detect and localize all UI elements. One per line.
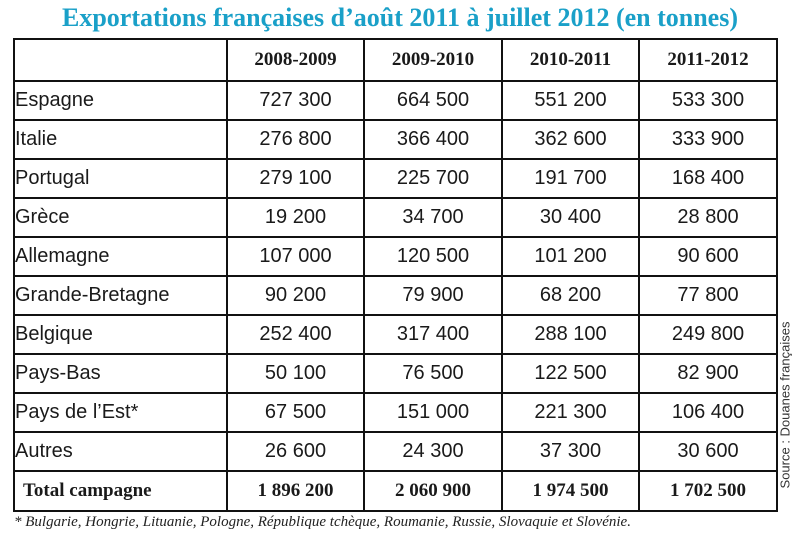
table-row xyxy=(14,432,777,471)
cell-value: 34 700 xyxy=(364,198,502,237)
total-value: 1 974 500 xyxy=(502,471,639,511)
table-row xyxy=(14,159,777,198)
cell-value: 276 800 xyxy=(227,120,364,159)
cell-value: 26 600 xyxy=(227,432,364,471)
row-label: Pays de l’Est* xyxy=(14,393,227,432)
cell-value: 37 300 xyxy=(502,432,639,471)
source-text: Source : Douanes françaises xyxy=(777,321,793,489)
cell-value: 533 300 xyxy=(639,81,777,120)
header-2011-2012: 2011-2012 xyxy=(639,39,777,81)
table-row xyxy=(14,276,777,315)
cell-value: 317 400 xyxy=(364,315,502,354)
total-value: 1 896 200 xyxy=(227,471,364,511)
header-row xyxy=(14,39,777,81)
cell-value: 366 400 xyxy=(364,120,502,159)
row-label: Belgique xyxy=(14,315,227,354)
header-2009-2010: 2009-2010 xyxy=(364,39,502,81)
cell-value: 101 200 xyxy=(502,237,639,276)
exports-table xyxy=(13,38,778,512)
total-row xyxy=(14,471,777,511)
cell-value: 30 600 xyxy=(639,432,777,471)
cell-value: 28 800 xyxy=(639,198,777,237)
footnote: * Bulgarie, Hongrie, Lituanie, Pologne, République tchèque, Roumanie, Russie, Slovaquie et Slovénie. xyxy=(14,514,631,530)
cell-value: 225 700 xyxy=(364,159,502,198)
cell-value: 19 200 xyxy=(227,198,364,237)
table-row xyxy=(14,81,777,120)
cell-value: 551 200 xyxy=(502,81,639,120)
table-row xyxy=(14,315,777,354)
header-2010-2011: 2010-2011 xyxy=(502,39,639,81)
cell-value: 82 900 xyxy=(639,354,777,393)
cell-value: 151 000 xyxy=(364,393,502,432)
row-label: Allemagne xyxy=(14,237,227,276)
cell-value: 76 500 xyxy=(364,354,502,393)
cell-value: 50 100 xyxy=(227,354,364,393)
cell-value: 79 900 xyxy=(364,276,502,315)
row-label: Autres xyxy=(14,432,227,471)
header-2008-2009: 2008-2009 xyxy=(227,39,364,81)
table-row xyxy=(14,198,777,237)
cell-value: 333 900 xyxy=(639,120,777,159)
cell-value: 252 400 xyxy=(227,315,364,354)
table-row xyxy=(14,393,777,432)
cell-value: 288 100 xyxy=(502,315,639,354)
cell-value: 221 300 xyxy=(502,393,639,432)
cell-value: 67 500 xyxy=(227,393,364,432)
total-value: 1 702 500 xyxy=(639,471,777,511)
header-empty-cell xyxy=(14,39,227,81)
cell-value: 191 700 xyxy=(502,159,639,198)
cell-value: 68 200 xyxy=(502,276,639,315)
total-label: Total campagne xyxy=(14,471,227,511)
cell-value: 362 600 xyxy=(502,120,639,159)
cell-value: 30 400 xyxy=(502,198,639,237)
cell-value: 168 400 xyxy=(639,159,777,198)
table-row xyxy=(14,354,777,393)
row-label: Italie xyxy=(14,120,227,159)
cell-value: 90 600 xyxy=(639,237,777,276)
cell-value: 727 300 xyxy=(227,81,364,120)
cell-value: 106 400 xyxy=(639,393,777,432)
total-value: 2 060 900 xyxy=(364,471,502,511)
cell-value: 77 800 xyxy=(639,276,777,315)
row-label: Portugal xyxy=(14,159,227,198)
row-label: Grande-Bretagne xyxy=(14,276,227,315)
table-row xyxy=(14,120,777,159)
cell-value: 249 800 xyxy=(639,315,777,354)
cell-value: 120 500 xyxy=(364,237,502,276)
cell-value: 24 300 xyxy=(364,432,502,471)
row-label: Grèce xyxy=(14,198,227,237)
cell-value: 279 100 xyxy=(227,159,364,198)
table-row xyxy=(14,237,777,276)
cell-value: 90 200 xyxy=(227,276,364,315)
page-title: Exportations françaises d’août 2011 à juillet 2012 (en tonnes) xyxy=(62,3,738,32)
row-label: Espagne xyxy=(14,81,227,120)
cell-value: 122 500 xyxy=(502,354,639,393)
row-label: Pays-Bas xyxy=(14,354,227,393)
cell-value: 664 500 xyxy=(364,81,502,120)
source-note xyxy=(770,300,800,510)
cell-value: 107 000 xyxy=(227,237,364,276)
